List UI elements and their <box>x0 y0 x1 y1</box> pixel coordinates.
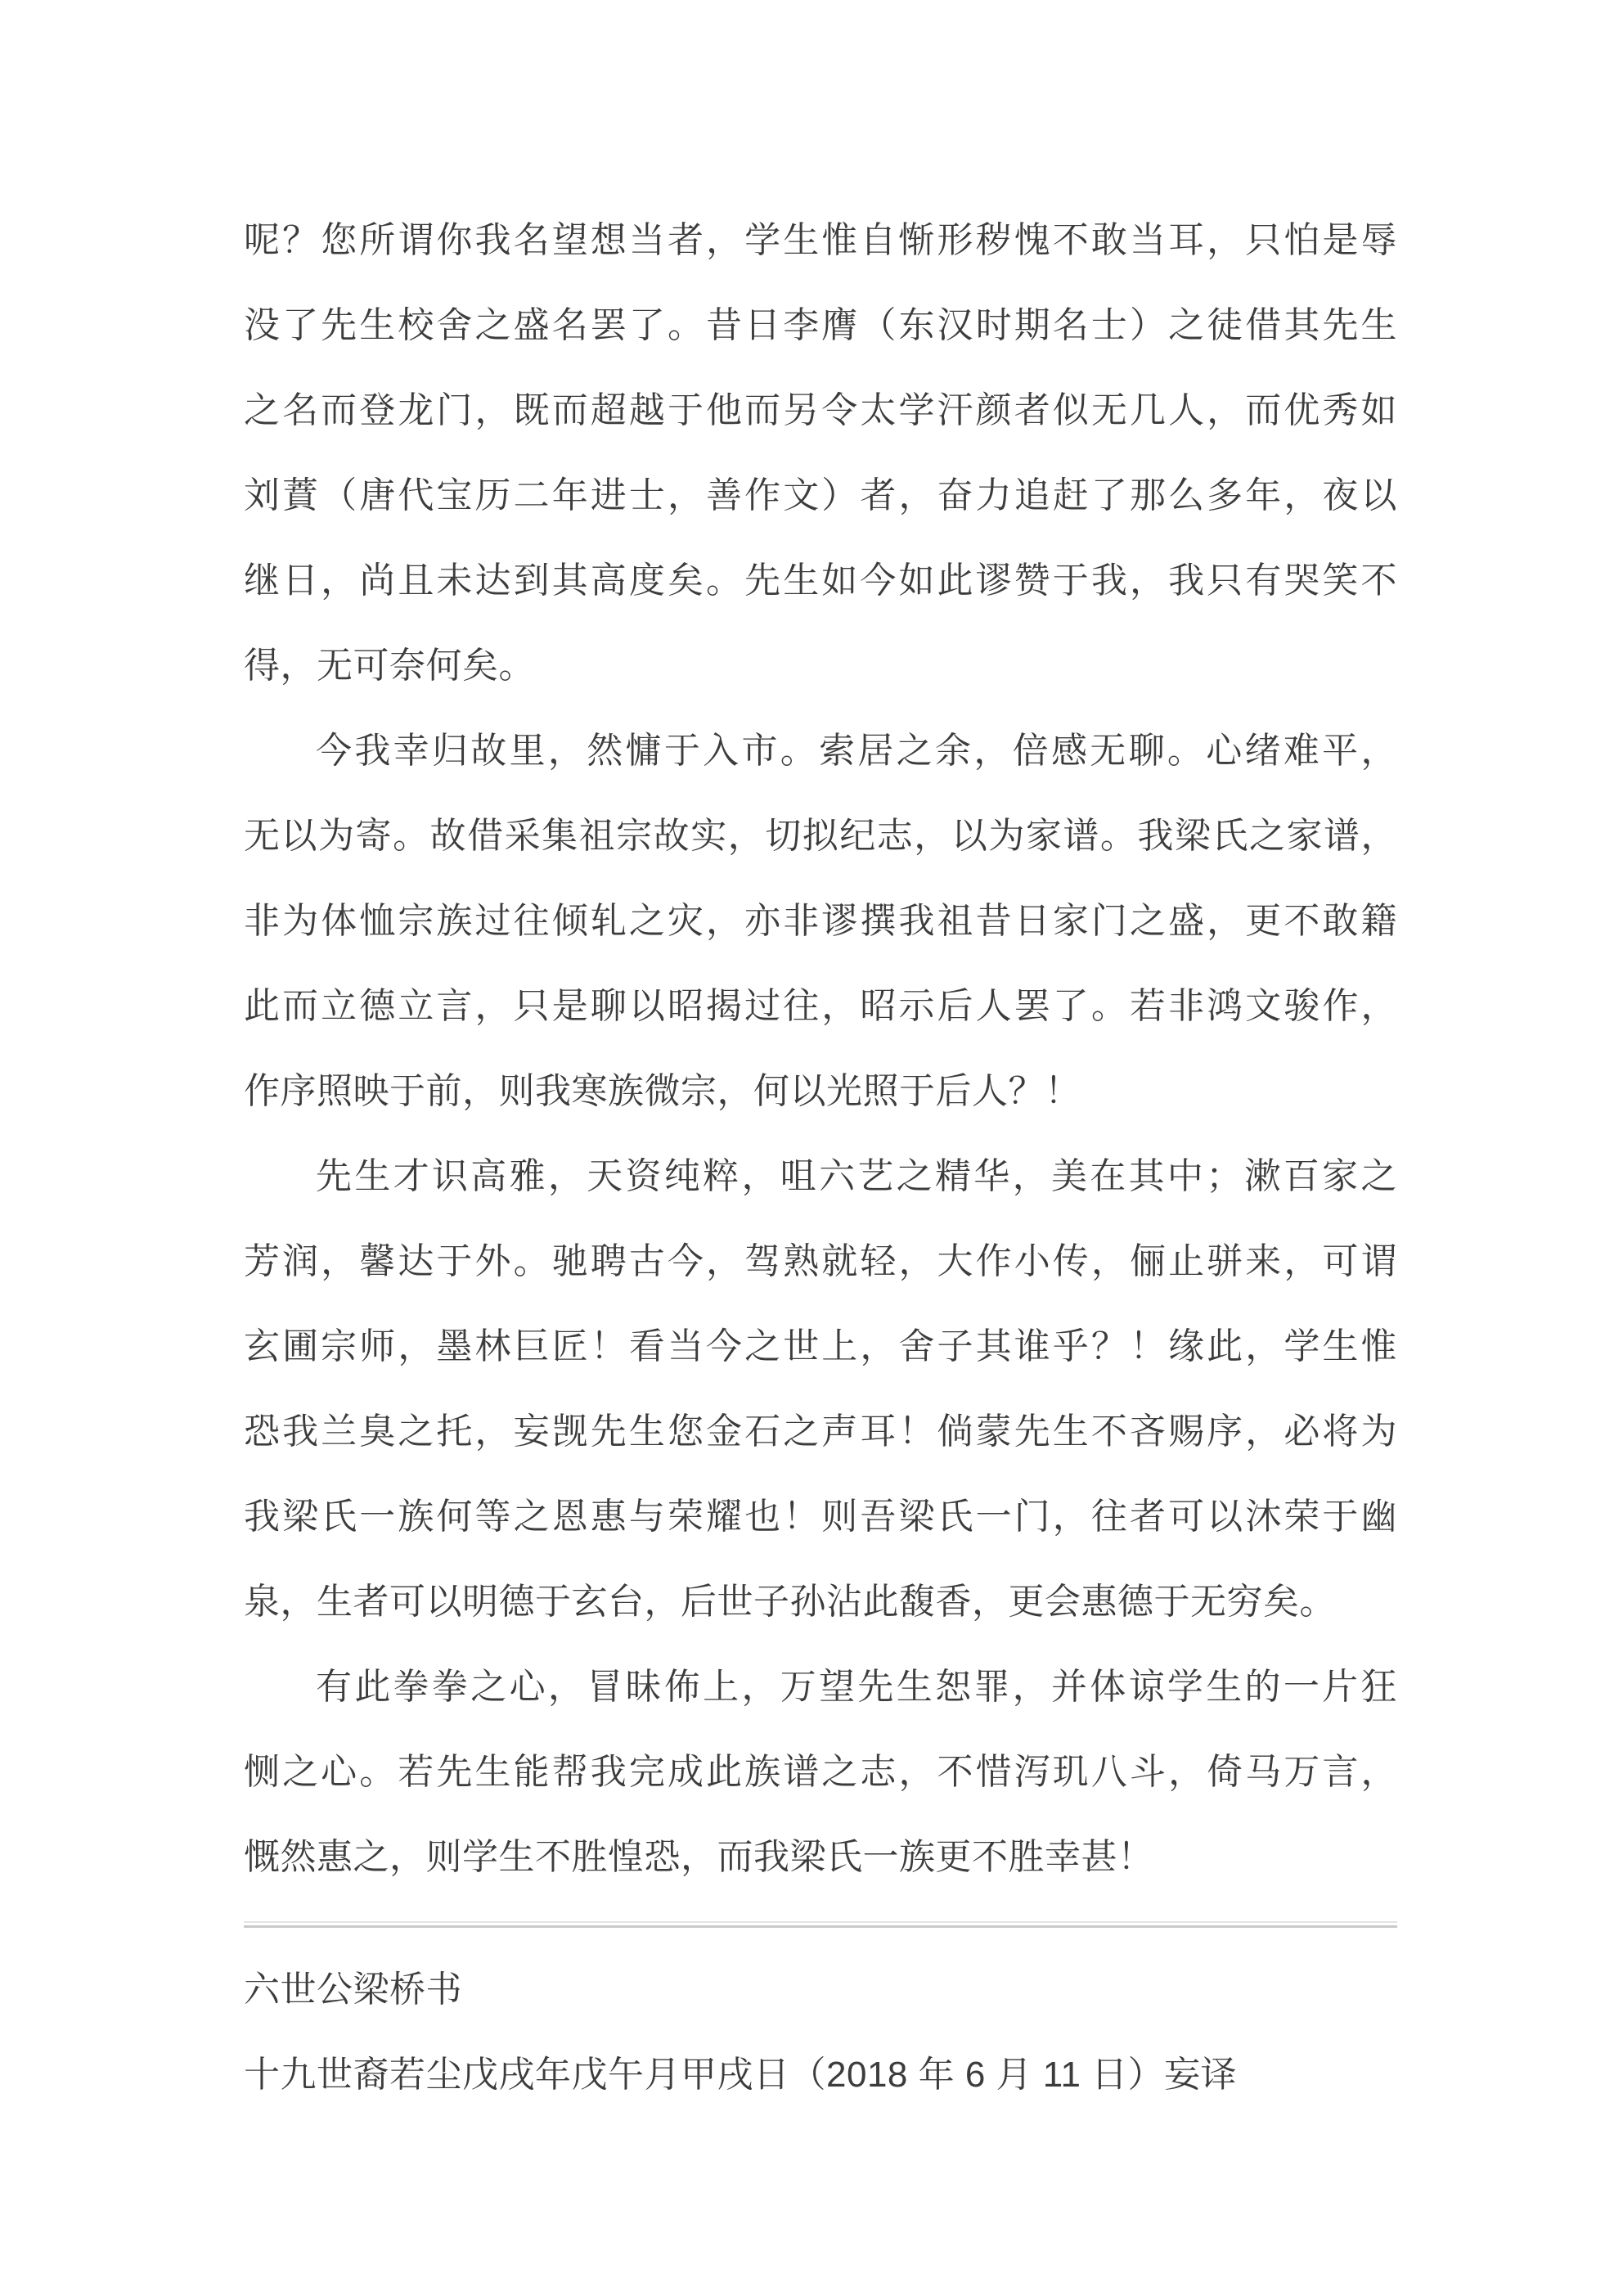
text-line: 今我幸归故里，然慵于入市。索居之余，倍感无聊。心绪难平， <box>316 731 1397 771</box>
paragraph <box>244 1645 1397 1900</box>
text-line: 无以为寄。故借采集祖宗故实，切拟纪志，以为家谱。我梁氏之家谱， <box>244 816 1397 856</box>
text-line: 非为体恤宗族过往倾轧之灾，亦非谬撰我祖昔日家门之盛，更不敢籍 <box>244 901 1397 941</box>
letter-body <box>244 198 1397 1900</box>
text-line: 玄圃宗师，墨林巨匠！看当今之世上，舍子其谁乎？！缘此，学生惟 <box>244 1326 1397 1366</box>
text-line: 有此拳拳之心，冒昧佈上，万望先生恕罪，并体谅学生的一片狂 <box>316 1667 1397 1707</box>
text-line: 作序照映于前，则我寒族微宗，何以光照于后人？！ <box>244 1071 1081 1111</box>
paragraph <box>244 1134 1397 1645</box>
text-line: 泉，生者可以明德于玄台，后世子孙沾此馥香，更会惠德于无穷矣。 <box>244 1582 1336 1622</box>
text-line: 芳润，馨达于外。驰聘古今，驾熟就轻，大作小传，俪止骈来，可谓 <box>244 1241 1397 1281</box>
section-divider <box>244 1921 1397 1928</box>
text-line: 之名而登龙门，既而超越于他而另令太学汗颜者似无几人，而优秀如 <box>244 390 1397 430</box>
text-line: 此而立德立言，只是聊以昭揭过往，昭示后人罢了。若非鸿文骏作， <box>244 986 1397 1026</box>
text-line: 呢？您所谓你我名望想当者，学生惟自惭形秽愧不敢当耳，只怕是辱 <box>244 220 1397 260</box>
text-line: 恻之心。若先生能帮我完成此族谱之志，不惜泻玑八斗，倚马万言， <box>244 1752 1397 1792</box>
text-line: 慨然惠之，则学生不胜惶恐，而我梁氏一族更不胜幸甚！ <box>244 1837 1154 1877</box>
paragraph <box>244 709 1397 1134</box>
text-line: 得，无可奈何矣。 <box>244 646 535 686</box>
paragraph <box>244 198 1397 709</box>
text-line: 没了先生校舍之盛名罢了。昔日李膺（东汉时期名士）之徒借其先生 <box>244 305 1397 345</box>
signature-author: 六世公梁桥书 <box>244 1970 462 2010</box>
text-line: 继日，尚且未达到其高度矣。先生如今如此谬赞于我，我只有哭笑不 <box>244 560 1397 601</box>
text-line: 刘蕡（唐代宝历二年进士，善作文）者，奋力追赶了那么多年，夜以 <box>244 475 1397 515</box>
signature-date: 十九世裔若尘戊戌年戊午月甲戌日（2018 年 6 月 11 日）妄译 <box>244 2055 1238 2095</box>
text-line: 我梁氏一族何等之恩惠与荣耀也！则吾梁氏一门，往者可以沐荣于幽 <box>244 1497 1397 1537</box>
text-line: 恐我兰臭之托，妄觊先生您金石之声耳！倘蒙先生不吝赐序，必将为 <box>244 1411 1397 1452</box>
text-line: 先生才识高雅，天资纯粹，咀六艺之精华，美在其中；漱百家之 <box>316 1156 1397 1196</box>
